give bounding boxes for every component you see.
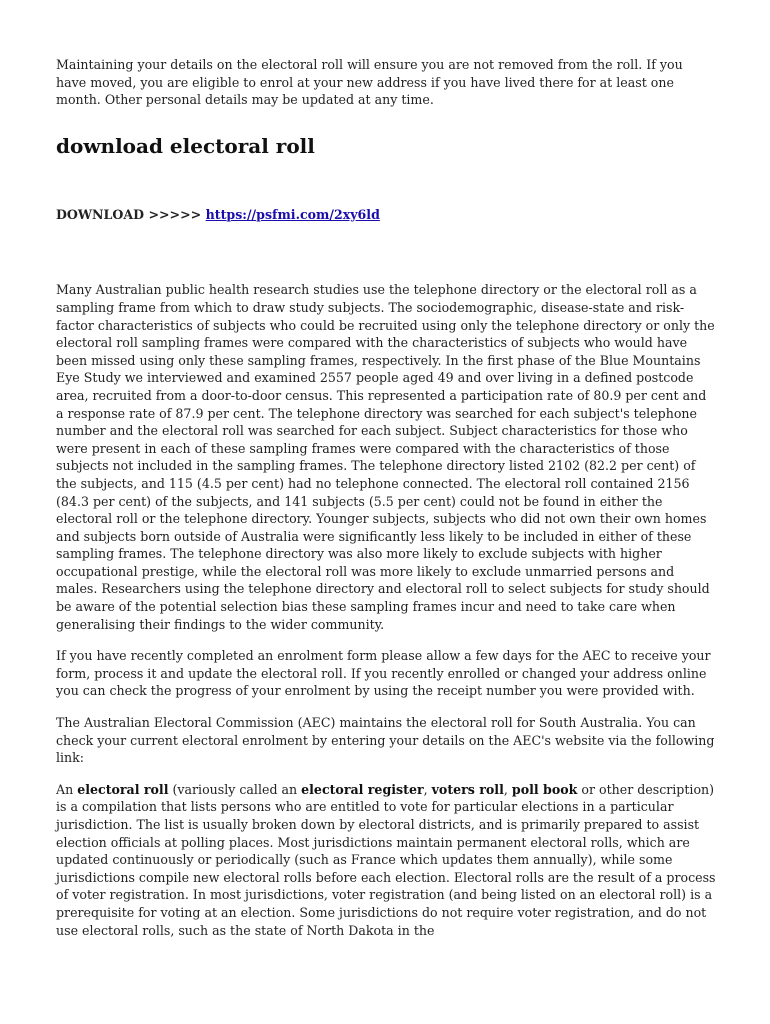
page-title: download electoral roll [56,133,315,158]
definition-text: (variously called an [168,781,302,797]
definition-text: An [56,781,78,797]
term-voters-roll: voters roll [431,781,504,797]
definition-text: , [423,781,432,797]
aec-enrolment-paragraph: If you have recently completed an enrolment form please allow a few days for the AEC to receive your form, process it and update the electoral roll. If you recently enrolled or changed your address online you can check the progress of your enrolment by using the receipt number you were provided with. [56,648,711,699]
definition-text: , [503,781,512,797]
aec-commission-paragraph: The Australian Electoral Commission (AEC) maintains the electoral roll for South Australia. You can check your current electoral enrolment by entering your details on the AEC's website via the following link: [56,715,715,766]
download-line [56,206,716,224]
study-paragraph: Many Australian public health research studies use the telephone directory or the electoral roll as a sampling frame from which to draw study subjects. The sociodemographic, disease-state and risk-factor characteristics of subjects who could be recruited using only the telephone directory or only the electoral roll sampling frames were compared with the characteristics of subjects who would have been missed using only these sampling frames, respectively. In the first phase of the Blue Mountains Eye Study we interviewed and examined 2557 people aged 49 and over living in a defined postcode area, recruited from a door-to-door census. This represented a participation rate of 80.9 per cent and a response rate of 87.9 per cent. The telephone directory was searched for each subject's telephone number and the electoral roll was searched for each subject. Subject characteristics for those who were present in each of these sampling frames were compared with the characteristics of those subjects not included in the sampling frames. The telephone directory listed 2102 (82.2 per cent) of the subjects, and 115 (4.5 per cent) had no telephone connected. The electoral roll contained 2156 (84.3 per cent) of the subjects, and 141 subjects (5.5 per cent) could not be found in either the electoral roll or the telephone directory. Younger subjects, subjects who did not own their own homes and subjects born outside of Australia were significantly less likely to be included in either of these sampling frames. The telephone directory was also more likely to exclude subjects with higher occupational prestige, while the electoral roll was more likely to exclude unmarried persons and males. Researchers using the telephone directory and electoral roll to select subjects for study should be aware of the potential selection bias these sampling frames incur and need to take care when generalising their findings to the wider community. [56,282,715,632]
term-electoral-roll: electoral roll [77,781,169,797]
definition-text: or other description) is a compilation that lists persons who are entitled to vote for particular elections in a particular jurisdiction. The list is usually broken down by electoral districts, and is primarily prepared to assist election officials at polling places. Most jurisdictions maintain permanent electoral rolls, which are updated continuously or periodically (such as France which updates them annually), while some jurisdictions compile new electoral rolls before each election. Electoral rolls are the result of a process of voter registration. In most jurisdictions, voter registration (and being listed on an electoral roll) is a prerequisite for voting at an election. Some jurisdictions do not require voter registration, and do not use electoral rolls, such as the state of North Dakota in the [56,781,716,938]
term-electoral-register: electoral register [301,781,424,797]
download-link[interactable]: https://psfmi.com/2xy6ld [205,206,380,222]
intro-paragraph: Maintaining your details on the electoral roll will ensure you are not removed from the roll. If you have moved, you are eligible to enrol at your new address if you have lived there for at least one month. Other personal details may be updated at any time. [56,57,683,108]
document-body [56,56,716,939]
term-poll-book: poll book [511,781,578,797]
download-label: DOWNLOAD >>>>> [56,206,202,222]
electoral-roll-definition [56,781,716,939]
